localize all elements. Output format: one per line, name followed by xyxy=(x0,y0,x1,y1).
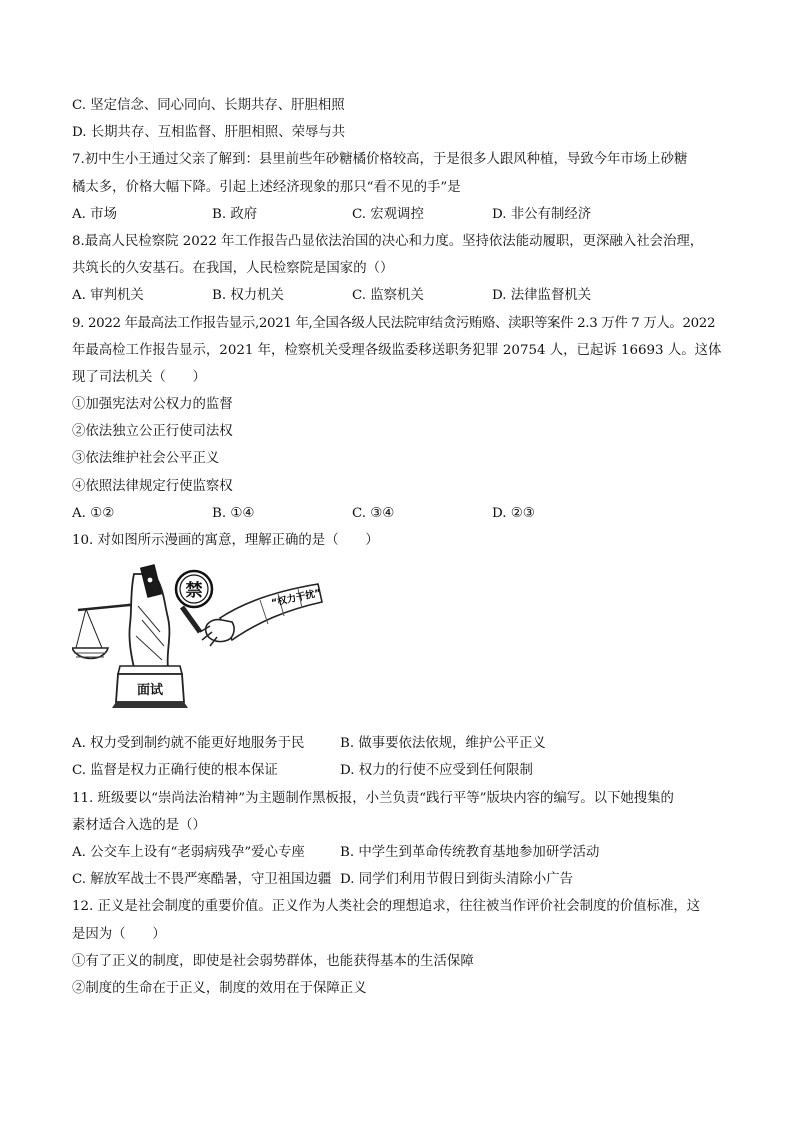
question-9 xyxy=(72,310,732,528)
q9-item-1: ①加强宪法对公权力的监督 xyxy=(72,397,233,413)
q6-option-c: C. 坚定信念、同心同向、长期共存、肝胆相照 xyxy=(72,98,345,113)
q11-option-a: A. 公交车上设有“老弱病残孕”爱心专座 xyxy=(72,844,305,860)
q7-option-b: B. 政府 xyxy=(212,206,258,222)
q8-option-c: C. 监察机关 xyxy=(352,288,424,304)
q11-stem-line: 素材适合入选的是（） xyxy=(72,817,206,833)
q9-option-c: C. ③④ xyxy=(352,505,395,521)
q6-option-d: D. 长期共存、互相监督、肝胆相照、荣辱与共 xyxy=(72,125,346,141)
q11-options-row-1 xyxy=(72,839,732,866)
q11-option-d: D. 同学们利用节假日到街头清除小广告 xyxy=(340,872,574,888)
q9-option-a: A. ①② xyxy=(72,505,115,521)
q9-options xyxy=(72,500,732,527)
q8-stem-line: 共筑长的久安基石。在我国，人民检察院是国家的（） xyxy=(72,261,394,277)
question-11 xyxy=(72,785,732,894)
sleeve-label: “权力干扰” xyxy=(270,587,323,610)
q8-option-d: D. 法律监督机关 xyxy=(492,288,592,304)
q10-options-row-1 xyxy=(72,730,732,757)
q9-item-2: ②依法独立公正行使司法权 xyxy=(72,424,233,440)
pan-strings xyxy=(76,609,102,648)
q7-option-a: A. 市场 xyxy=(72,206,117,222)
scale-cartoon-illustration xyxy=(72,562,332,712)
q12-stem-line: 12. 正义是社会制度的重要价值。正义作为人类社会的理想追求，往往被当作评价社会制度的价值标准，这 xyxy=(72,899,701,915)
base-cap xyxy=(118,666,182,674)
ban-char: 禁 xyxy=(185,581,203,602)
q7-stem-line: 橘太多，价格大幅下降。引起上述经济现象的那只“看不见的手”是 xyxy=(72,179,461,195)
statue-eye xyxy=(148,578,153,583)
q9-option-d: D. ②③ xyxy=(492,505,535,521)
hand-icon xyxy=(206,620,234,642)
q9-item-3: ③依法维护社会公平正义 xyxy=(72,451,220,467)
q11-option-b: B. 中学生到革命传统教育基地参加研学活动 xyxy=(340,844,600,860)
exam-page xyxy=(72,92,732,1002)
q8-option-a: A. 审判机关 xyxy=(72,288,144,304)
q8-option-b: B. 权力机关 xyxy=(212,288,284,304)
q7-option-d: D. 非公有制经济 xyxy=(492,206,592,222)
base-label: 面试 xyxy=(136,683,164,699)
question-10 xyxy=(72,527,732,785)
q11-option-c: C. 解放军战士不畏严寒酷暑，守卫祖国边疆 xyxy=(72,872,332,888)
q12-item-1: ①有了正义的制度，即使是社会弱势群体，也能获得基本的生活保障 xyxy=(72,953,474,969)
q11-stem-line: 11. 班级要以“崇尚法治精神”为主题制作黑板报，小兰负责“践行平等”版块内容的编写。以下她搜集的 xyxy=(72,790,674,806)
question-8 xyxy=(72,228,732,310)
q9-item-4: ④依照法律规定行使监察权 xyxy=(72,478,233,494)
q10-stem: 10. 对如图所示漫画的寓意，理解正确的是（ ） xyxy=(72,533,379,548)
q8-stem-line: 8.最高人民检察院 2022 年工作报告凸显依法治国的决心和力度。坚持依法能动履职，更深融入社会治理， xyxy=(72,233,704,249)
base-shadow xyxy=(112,702,188,708)
q9-stem-line: 现了司法机关（ ） xyxy=(72,369,206,385)
q7-options xyxy=(72,201,732,228)
q8-options xyxy=(72,282,732,309)
q10-option-d: D. 权力的行使不应受到任何限制 xyxy=(340,763,533,779)
cartoon-figure xyxy=(72,562,732,712)
q12-item-2: ②制度的生命在于正义，制度的效用在于保障正义 xyxy=(72,980,367,996)
q10-option-a: A. 权力受到制约就不能更好地服务于民 xyxy=(72,736,305,752)
q10-option-c: C. 监督是权力正确行使的根本保证 xyxy=(72,763,278,779)
q7-stem-line: 7.初中生小王通过父亲了解到：县里前些年砂糖橘价格较高，于是很多人跟风种植，导致今年市场上砂糖 xyxy=(72,152,688,168)
q9-stem-line: 9. 2022 年最高法工作报告显示,2021 年,全国各级人民法院审结贪污贿赂、渎职等案件 2.3 万件 7 万人。2022 xyxy=(72,315,716,331)
q12-stem-line: 是因为（ ） xyxy=(72,926,166,942)
q7-option-c: C. 宏观调控 xyxy=(352,206,424,222)
q10-options-row-2 xyxy=(72,757,732,784)
q9-stem-line: 年最高检工作报告显示，2021 年，检察机关受理各级监委移送职务犯罪 20754 人，已起诉 16693 人。这体 xyxy=(72,342,722,358)
q11-options-row-2 xyxy=(72,866,732,893)
q10-option-b: B. 做事要依法依规，维护公平正义 xyxy=(340,736,546,752)
q9-option-b: B. ①④ xyxy=(212,505,255,521)
sign-handle xyxy=(182,607,200,632)
question-12 xyxy=(72,893,732,1002)
question-7 xyxy=(72,146,732,228)
